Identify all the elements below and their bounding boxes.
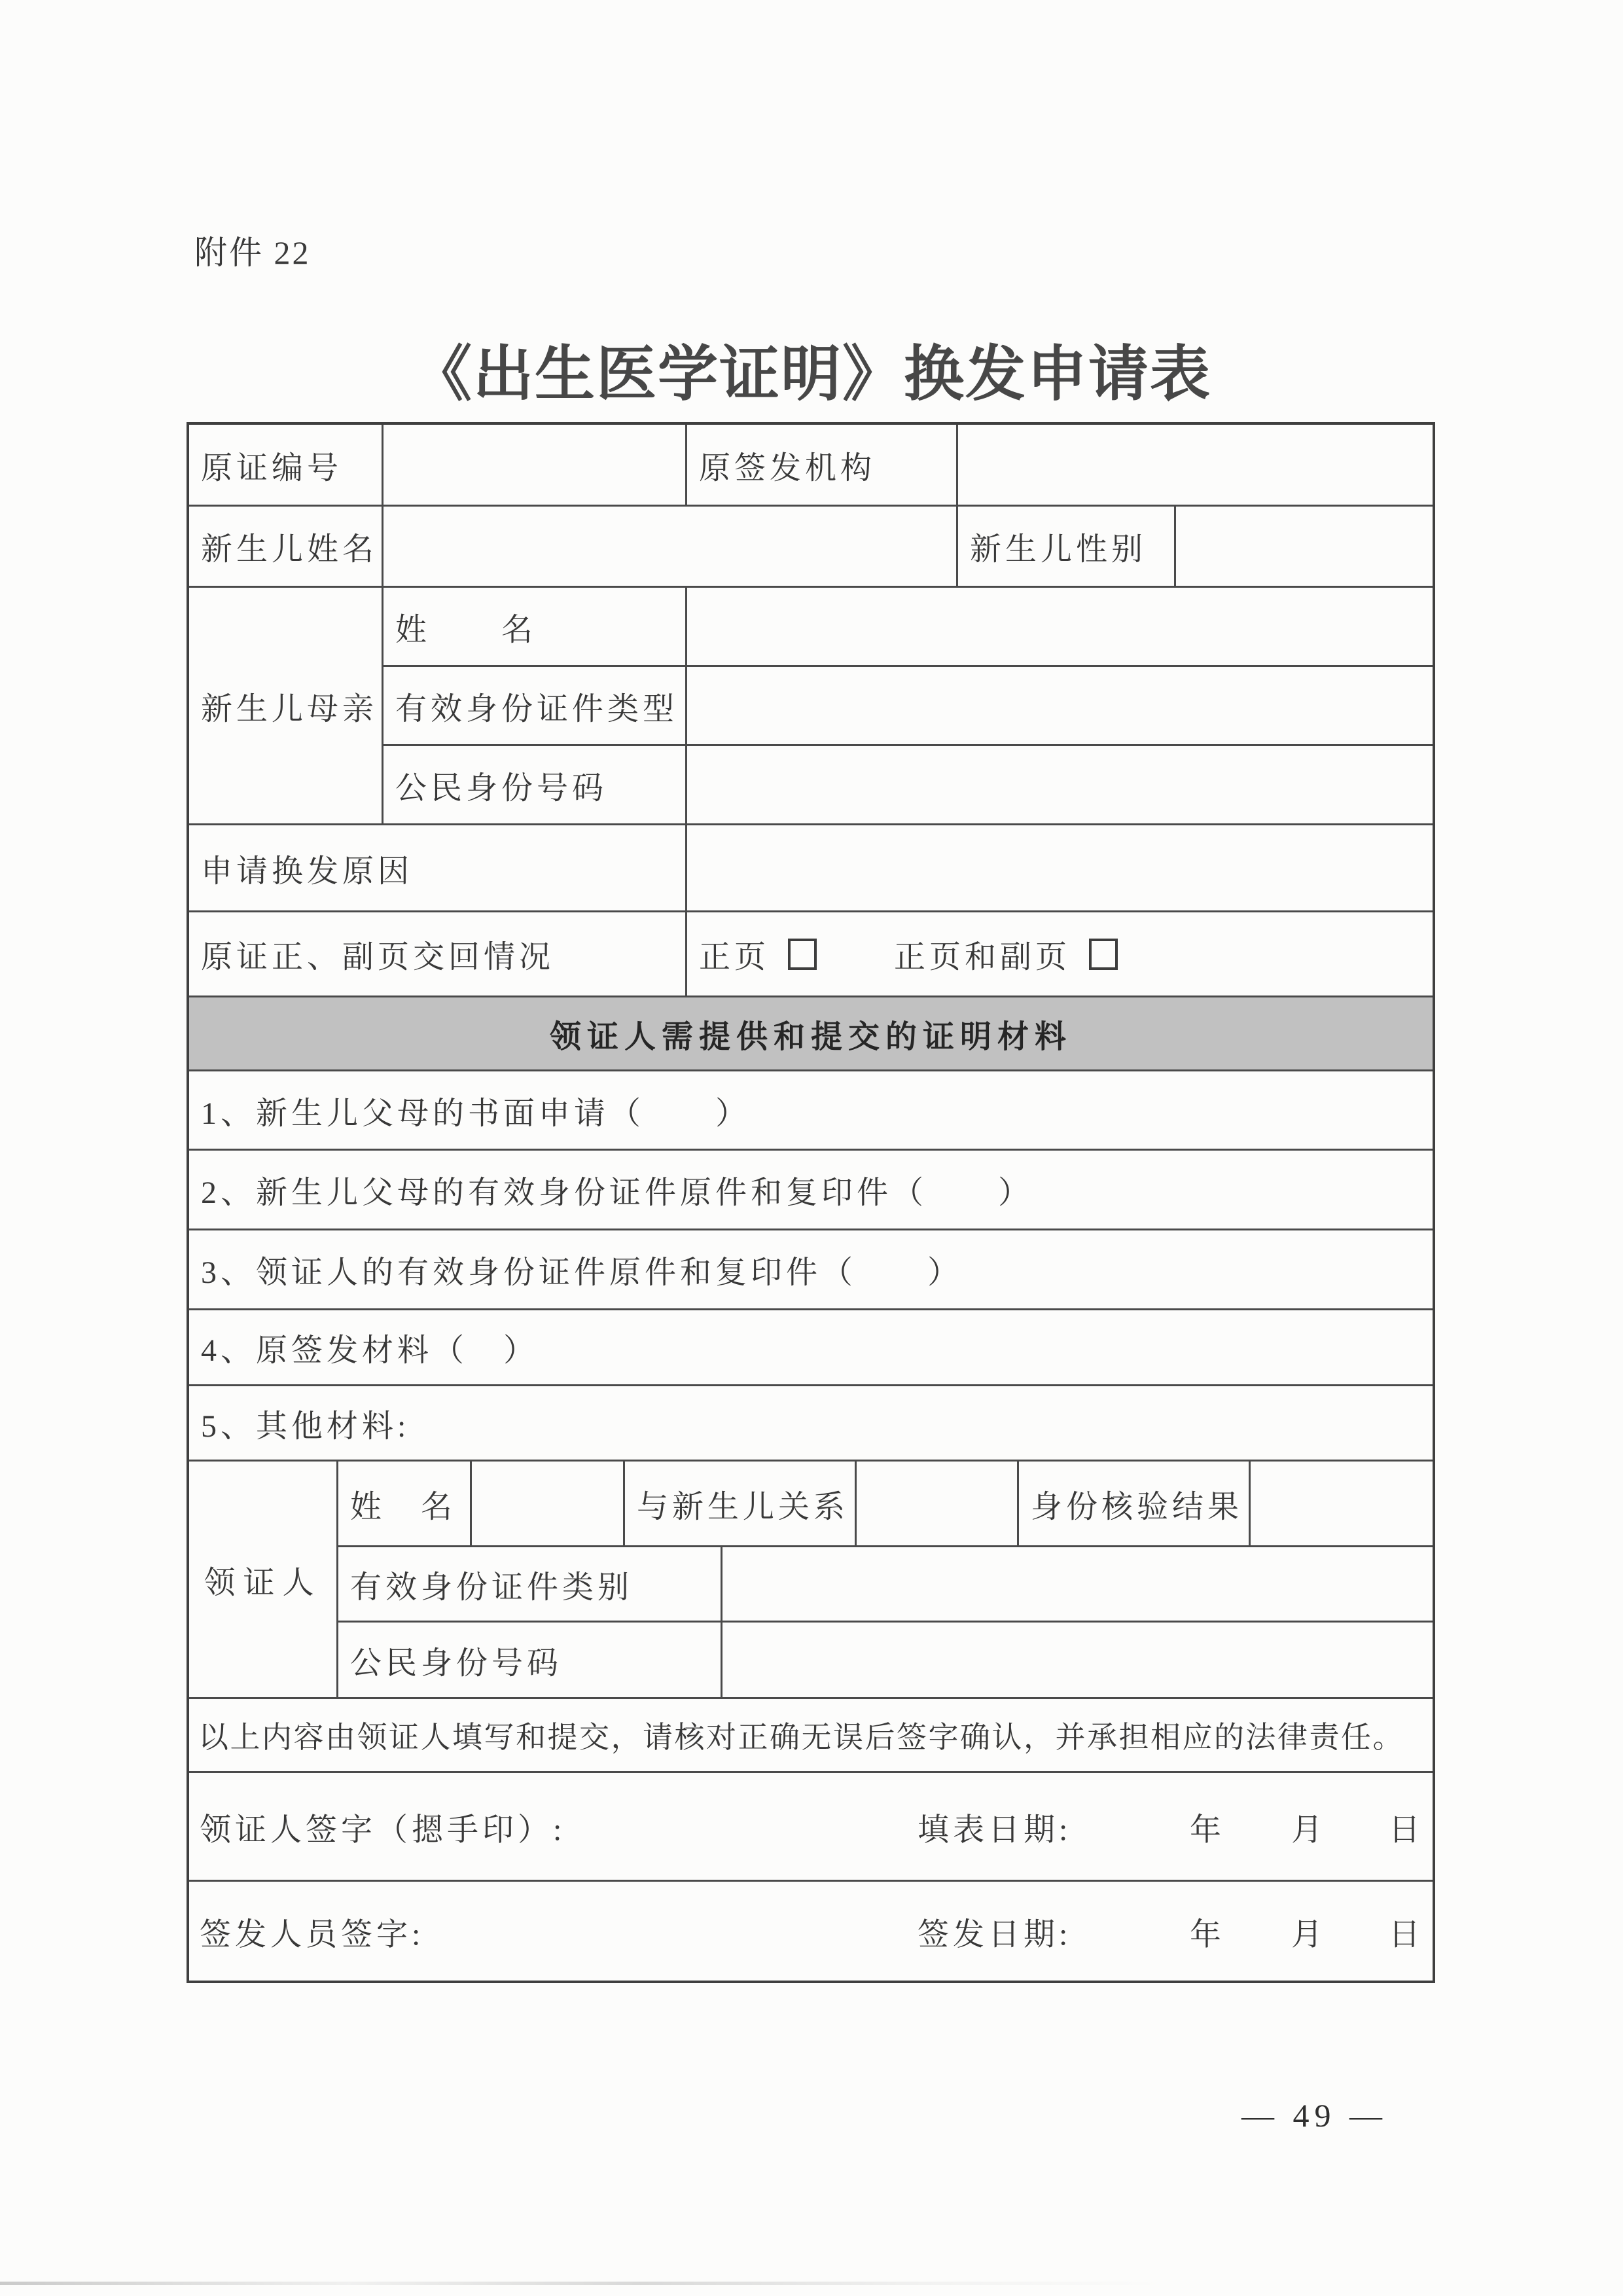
orig-issuer-label: 原签发机构 (687, 425, 958, 507)
recipient-id-no-value-cell (722, 1623, 1433, 1699)
recipient-verify-label: 身份核验结果 (1019, 1462, 1251, 1547)
mother-id-no-value-cell (687, 746, 1433, 825)
recipient-id-type-value-cell (722, 1547, 1433, 1623)
fill-date-label: 填表日期: (918, 1812, 1072, 1847)
material-item-1: 1、新生儿父母的书面申请（ ） (189, 1071, 1433, 1151)
newborn-sex-value-cell (1176, 507, 1433, 588)
recipient-signature-row (189, 1773, 1433, 1882)
page-title: 《出生医学证明》换发申请表 (411, 341, 1211, 408)
materials-section-header: 领证人需提供和提交的证明材料 (189, 997, 1433, 1071)
recipient-id-type-label: 有效身份证件类别 (338, 1547, 722, 1623)
newborn-name-value-cell (383, 507, 958, 588)
recipient-name-label: 姓 名 (338, 1462, 472, 1547)
issuer-signature-label: 签发人员签字: (200, 1917, 425, 1952)
issue-date-day-label: 日 (1389, 1917, 1425, 1952)
recipient-group-label: 领证人 (189, 1462, 338, 1699)
issue-date-year-label: 年 (1190, 1917, 1226, 1952)
front-and-attached-checkbox (1089, 939, 1118, 970)
issue-date-month-label: 月 (1291, 1917, 1327, 1952)
material-item-3: 3、领证人的有效身份证件原件和复印件（ ） (189, 1230, 1433, 1310)
reason-value-cell (687, 825, 1433, 912)
scan-artifact-line (0, 2282, 1165, 2285)
fill-date-day-label: 日 (1389, 1812, 1425, 1847)
issue-date-label: 签发日期: (918, 1917, 1072, 1952)
mother-group-label: 新生儿母亲 (189, 588, 383, 825)
attachment-label: 附件 22 (194, 234, 311, 271)
newborn-name-label: 新生儿姓名 (189, 507, 383, 588)
reason-label: 申请换发原因 (189, 825, 687, 912)
mother-name-label: 姓 名 (383, 588, 687, 667)
page-number: — 49 — (1241, 2097, 1387, 2134)
newborn-sex-label: 新生儿性别 (958, 507, 1176, 588)
recipient-name-value-cell (472, 1462, 625, 1547)
mother-id-type-value-cell (687, 667, 1433, 746)
recipient-id-no-label: 公民身份号码 (338, 1623, 722, 1699)
recipient-signature-label: 领证人签字（摁手印）: (200, 1812, 566, 1847)
mother-name-value-cell (687, 588, 1433, 667)
material-item-4: 4、原签发材料（ ） (189, 1310, 1433, 1386)
issuer-signature-row (189, 1882, 1433, 1981)
legal-statement: 以上内容由领证人填写和提交，请核对正确无误后签字确认，并承担相应的法律责任。 (189, 1699, 1433, 1773)
orig-cert-no-value-cell (383, 425, 687, 507)
option-front-and-attached-label: 正页和副页 (894, 940, 1071, 975)
material-item-5: 5、其他材料: (189, 1386, 1433, 1462)
recipient-relation-label: 与新生儿关系 (625, 1462, 857, 1547)
recipient-relation-value-cell (857, 1462, 1019, 1547)
material-item-2: 2、新生儿父母的有效身份证件原件和复印件（ ） (189, 1151, 1433, 1230)
return-status-label: 原证正、副页交回情况 (189, 912, 687, 997)
recipient-verify-value-cell (1251, 1462, 1433, 1547)
application-form-table (187, 422, 1435, 1983)
fill-date-month-label: 月 (1291, 1812, 1327, 1847)
orig-cert-no-label: 原证编号 (189, 425, 383, 507)
mother-id-type-label: 有效身份证件类型 (383, 667, 687, 746)
orig-issuer-value-cell (958, 425, 1433, 507)
fill-date-year-label: 年 (1190, 1812, 1226, 1847)
front-page-checkbox (788, 939, 817, 970)
option-front-page-label: 正页 (699, 940, 770, 975)
mother-id-no-label: 公民身份号码 (383, 746, 687, 825)
return-status-options-cell (687, 912, 1433, 997)
